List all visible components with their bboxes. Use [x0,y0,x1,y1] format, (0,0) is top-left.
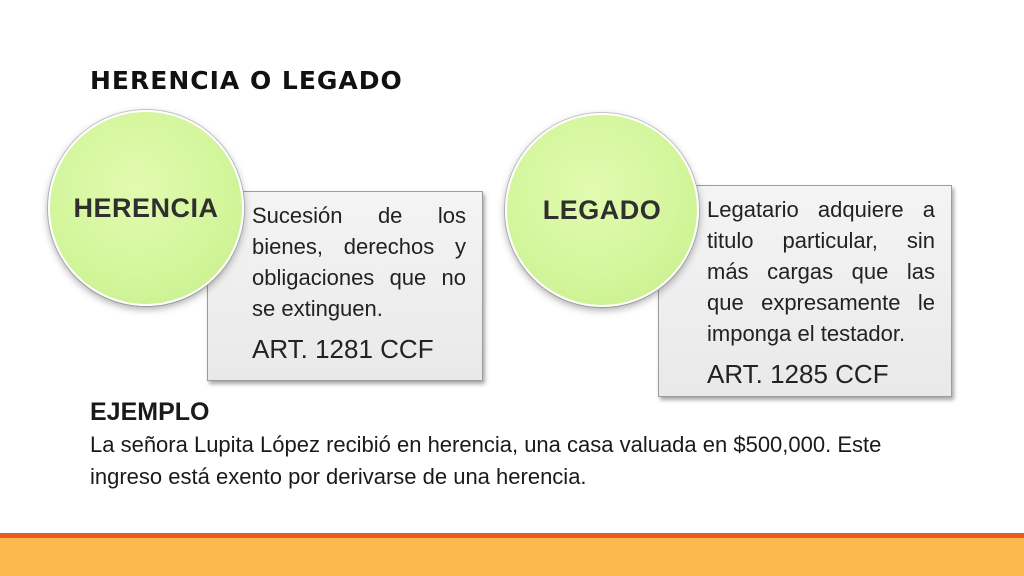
legado-label: LEGADO [542,194,662,225]
herencia-circle [48,110,244,306]
example-heading: EJEMPLO [90,398,210,426]
herencia-label: HERENCIA [73,192,219,223]
example-body: La señora Lupita López recibió en herencia, una casa valuada en $500,000. Este ingreso está exento por derivarse de una herencia. [90,432,882,489]
example-section [90,395,950,493]
legado-definition-box [658,185,952,397]
herencia-description: Sucesión de los bienes, derechos y obligaciones que no se extinguen. [252,203,466,321]
legado-description: Legatario adquiere a titulo particular, sin más cargas que las que expresamente le imponga el testador. [707,197,935,346]
legado-circle [505,113,699,307]
slide-title: HERENCIA O LEGADO [90,66,403,95]
herencia-article: ART. 1281 CCF [252,334,434,364]
legado-article: ART. 1285 CCF [707,359,889,389]
footer-band [0,538,1024,576]
herencia-definition-box [207,191,483,381]
